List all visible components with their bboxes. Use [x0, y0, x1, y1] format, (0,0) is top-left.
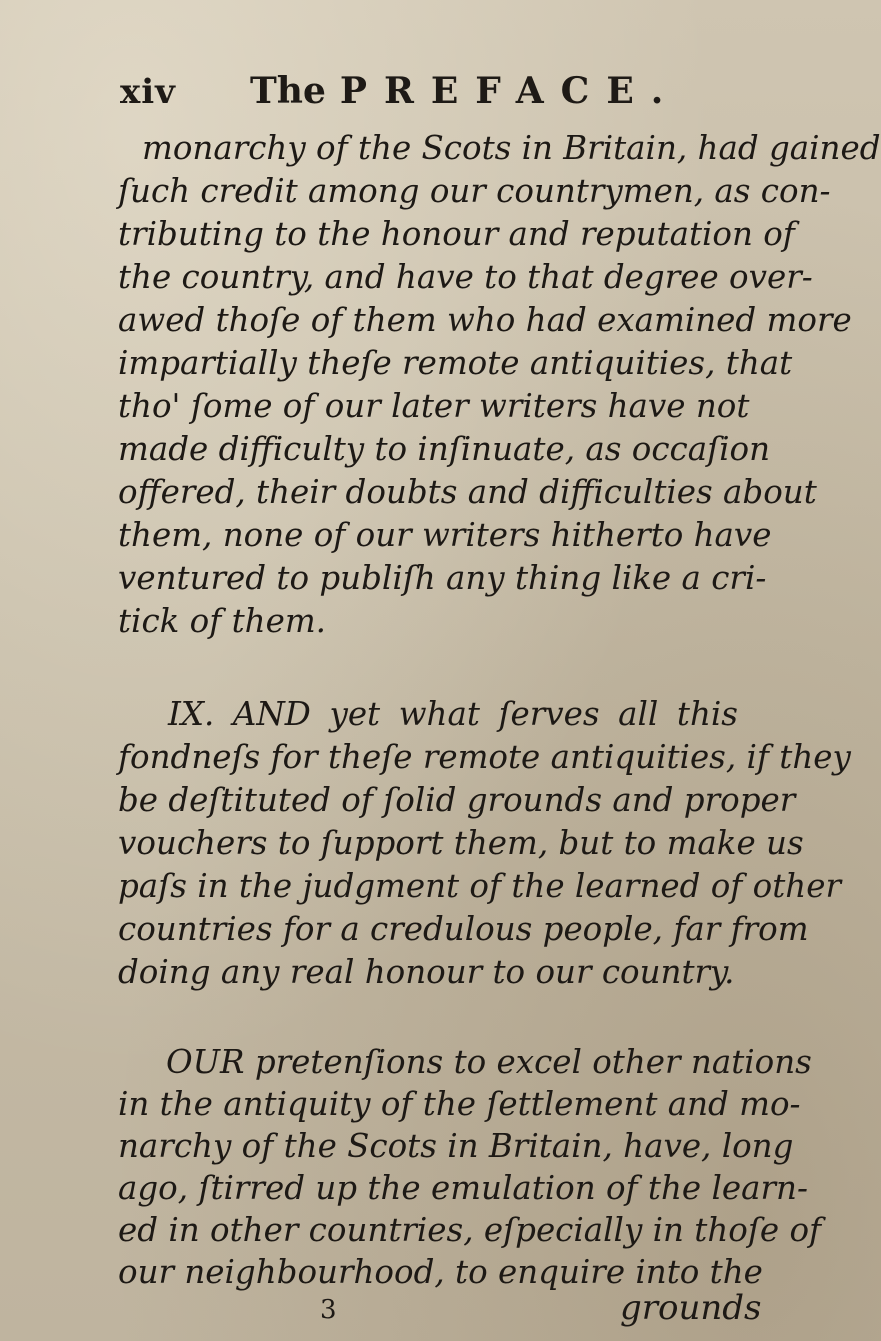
text-line: them, none of our writers hitherto have [118, 516, 772, 554]
text-line: ſuch credit among our countrymen, as con- [118, 172, 831, 210]
text-line: monarchy of the Scots in Britain, had gained [142, 129, 881, 167]
text-line: vouchers to ſupport them, but to make us [118, 824, 804, 862]
running-title-preface: PREFACE. [339, 70, 681, 112]
text-line: doing any real honour to our country. [118, 953, 735, 991]
text-line: paſs in the judgment of the learned of other [118, 867, 841, 905]
text-line: offered, their doubts and difficulties about [118, 473, 817, 511]
text-line: in the antiquity of the ſettlement and mo- [118, 1085, 801, 1123]
page-number: xiv [120, 72, 176, 112]
text-line: be deſtituted of ſolid grounds and proper [118, 781, 796, 819]
text-line: tho' ſome of our later writers have not [118, 387, 750, 425]
catchword: grounds [620, 1288, 762, 1328]
text-line: the country, and have to that degree over- [118, 258, 813, 296]
text-line: ago, ſtirred up the emulation of the learn- [118, 1169, 808, 1207]
running-title-the: The [250, 70, 326, 112]
text-line: narchy of the Scots in Britain, have, long [118, 1127, 794, 1165]
running-title [250, 70, 680, 112]
text-line: fondneſs for theſe remote antiquities, if they [118, 738, 851, 776]
running-header [120, 70, 680, 118]
text-line: countries for a credulous people, far from [118, 910, 809, 948]
text-line: OUR pretenſions to excel other nations [166, 1043, 812, 1081]
text-line: tributing to the honour and reputation of [118, 215, 795, 253]
text-line: tick of them. [118, 602, 326, 640]
text-line: impartially theſe remote antiquities, that [118, 344, 793, 382]
text-line: ventured to publiſh any thing like a cri- [118, 559, 767, 597]
text-line: our neighbourhood, to enquire into the [118, 1253, 763, 1291]
text-line: IX. AND yet what ſerves all this [168, 695, 738, 733]
text-line: made difficulty to inſinuate, as occaſion [118, 430, 771, 468]
text-line: awed thoſe of them who had examined more [118, 301, 852, 339]
text-line: ed in other countries, eſpecially in thoſe of [118, 1211, 822, 1249]
signature-mark: 3 [320, 1295, 337, 1325]
